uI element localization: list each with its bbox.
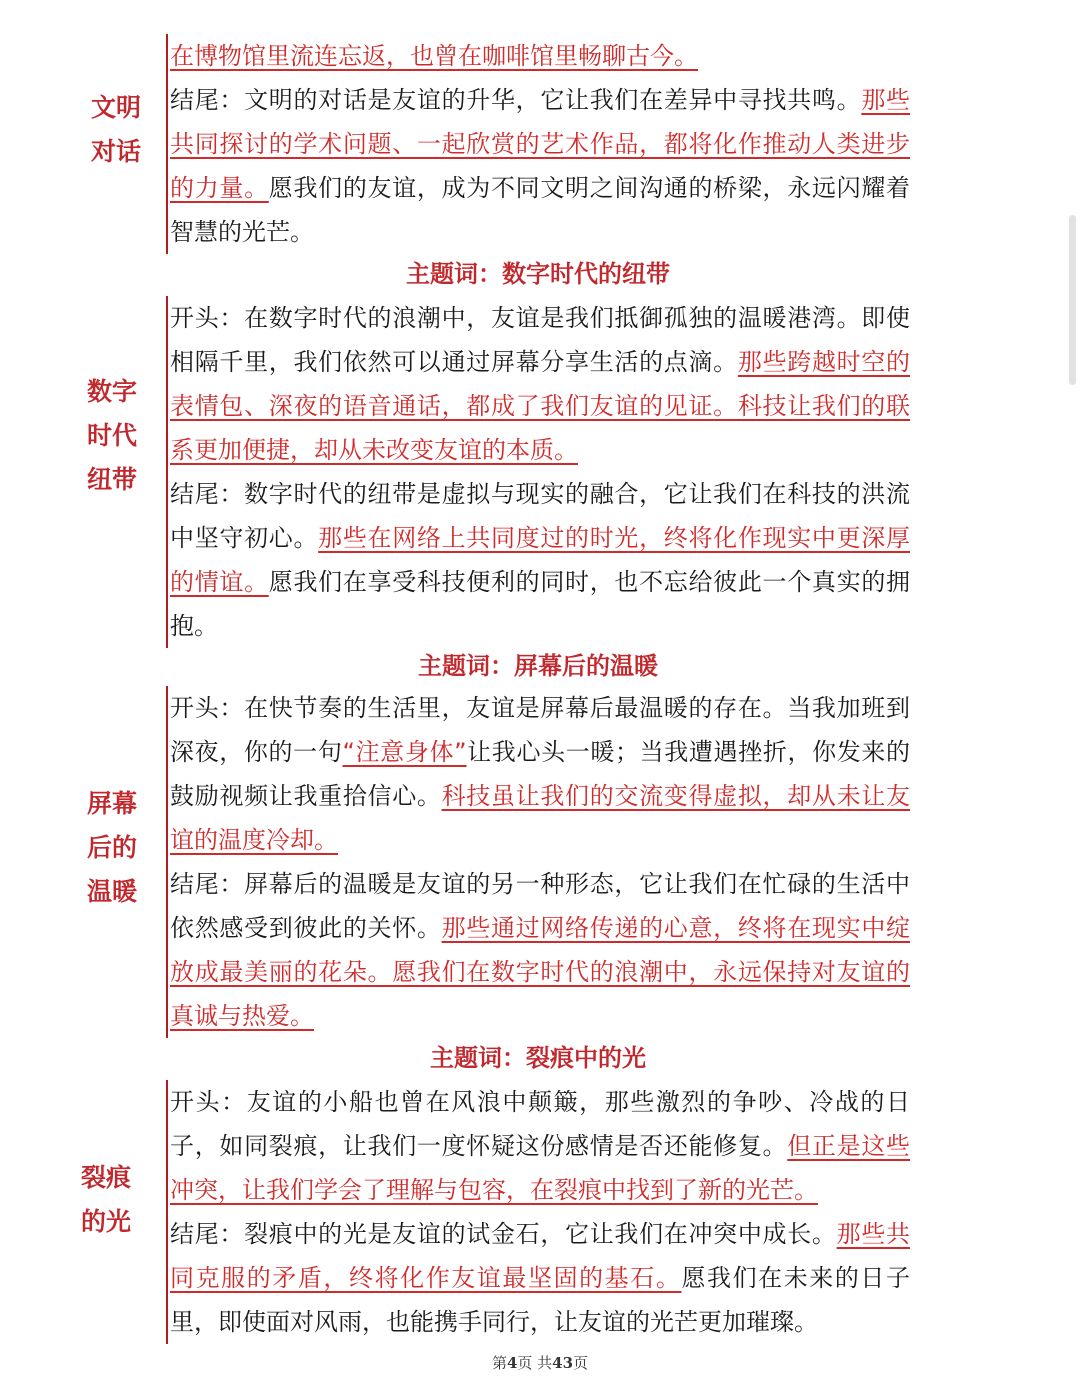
- body-text: 结尾：数字时代的纽带是虚拟与现实的融合，它让我们在科技的洪流中坚守初心。: [170, 480, 910, 552]
- highlighted-text: 那些跨越时空的表情包、深夜的语音通话，都成了我们友谊的见证。科技让我们的联系更加便捷，却从未改变友谊的本质。: [170, 348, 911, 464]
- paragraph-ending: [170, 1212, 910, 1344]
- body-text: 结尾：裂痕中的光是友谊的试金石，它让我们在冲突中成长。: [170, 1220, 837, 1248]
- page-current: 4: [506, 1354, 518, 1372]
- page-number: [0, 1352, 1080, 1373]
- paragraph-opening: [170, 296, 910, 472]
- section-title: 主题词：数字时代的纽带: [406, 260, 670, 288]
- label-line: 屏幕: [86, 789, 137, 818]
- highlighted-text: 那些在网络上共同度过的时光，终将化作现实中更深厚的情谊。: [170, 524, 911, 596]
- section-label: [76, 1156, 136, 1244]
- label-line: 纽带: [86, 465, 137, 494]
- body-text: 结尾：屏幕后的温暖是友谊的另一种形态，它让我们在忙碌的生活中依然感受到彼此的关怀。: [170, 870, 910, 942]
- label-line: 文明: [90, 93, 141, 122]
- section-body: [166, 1080, 910, 1344]
- highlighted-text: 科技虽让我们的交流变得虚拟，却从未让友谊的温度冷却。: [170, 782, 911, 854]
- highlighted-text: 在博物馆里流连忘返，也曾在咖啡馆里畅聊古今。: [170, 42, 698, 70]
- body-text: 结尾：文明的对话是友谊的升华，它让我们在差异中寻找共鸣。: [170, 86, 862, 114]
- label-line: 温暖: [86, 877, 137, 906]
- section-label: [86, 86, 146, 174]
- paragraph: [170, 34, 910, 78]
- section-body: [166, 296, 910, 648]
- page-suffix: 页: [573, 1354, 589, 1372]
- page-total: 43: [552, 1354, 574, 1372]
- page-mid: 页 共: [517, 1354, 553, 1372]
- label-line: 时代: [86, 421, 137, 450]
- highlighted-text: 那些共同克服的矛盾，终将化作友谊最坚固的基石。: [170, 1220, 911, 1292]
- highlighted-text: 那些通过网络传递的心意，终将在现实中绽放成最美丽的花朵。愿我们在数字时代的浪潮中，永远保持对友谊的真诚与热爱。: [170, 914, 911, 1030]
- body-text: 开头：在数字时代的浪潮中，友谊是我们抵御孤独的温暖港湾。即使相隔千里，我们依然可以通过屏幕分享生活的点滴。: [170, 304, 910, 376]
- section-label: [82, 782, 142, 914]
- paragraph-ending: [170, 78, 910, 254]
- highlighted-text: “注意身体”: [342, 738, 467, 766]
- label-line: 对话: [90, 137, 141, 166]
- label-line: 裂痕: [80, 1163, 131, 1192]
- label-line: 后的: [86, 833, 137, 862]
- body-text: 让我心头一暖；当我遭遇挫折，你发来的鼓励视频让我重拾信心。: [170, 738, 911, 810]
- paragraph-ending: [170, 862, 910, 1038]
- body-text: 愿我们的友谊，成为不同文明之间沟通的桥梁，永远闪耀着智慧的光芒。: [170, 174, 911, 246]
- paragraph-opening: [170, 1080, 910, 1212]
- section-title: 主题词：屏幕后的温暖: [418, 652, 658, 680]
- body-text: 开头：友谊的小船也曾在风浪中颠簸，那些激烈的争吵、冷战的日子，如同裂痕，让我们一度怀疑这份感情是否还能修复。: [170, 1088, 910, 1160]
- label-line: 数字: [86, 377, 137, 406]
- body-text: 开头：在快节奏的生活里，友谊是屏幕后最温暖的存在。当我加班到深夜，你的一句: [170, 694, 910, 766]
- highlighted-text: 那些共同探讨的学术问题、一起欣赏的艺术作品，都将化作推动人类进步的力量。: [170, 86, 911, 202]
- scrollbar[interactable]: [1069, 215, 1076, 385]
- page-prefix: 第: [491, 1354, 507, 1372]
- body-text: 愿我们在未来的日子里，即使面对风雨，也能携手同行，让友谊的光芒更加璀璨。: [170, 1264, 911, 1336]
- section-title: 主题词：裂痕中的光: [430, 1044, 646, 1072]
- section-body: [166, 34, 910, 254]
- label-line: 的光: [80, 1207, 131, 1236]
- highlighted-text: 但正是这些冲突，让我们学会了理解与包容，在裂痕中找到了新的光芒。: [170, 1132, 911, 1204]
- section-body: [166, 686, 910, 1038]
- section-label: [82, 370, 142, 502]
- paragraph-opening: [170, 686, 910, 862]
- body-text: 愿我们在享受科技便利的同时，也不忘给彼此一个真实的拥抱。: [170, 568, 911, 640]
- paragraph-ending: [170, 472, 910, 648]
